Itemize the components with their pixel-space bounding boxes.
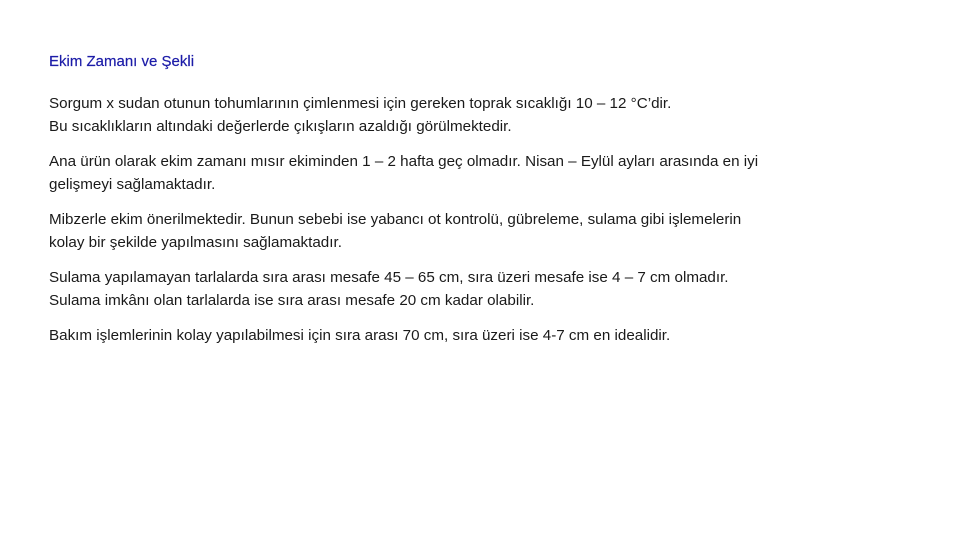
paragraph-sowing-time <box>49 150 929 196</box>
paragraph-line: kolay bir şekilde yapılmasını sağlamaktadır. <box>49 234 342 251</box>
paragraph-line: Sulama yapılamayan tarlalarda sıra arası mesafe 45 – 65 cm, sıra üzeri mesafe ise 4 – 7 cm olmadır. <box>49 269 729 286</box>
paragraph-row-spacing <box>49 266 929 312</box>
slide-content <box>49 52 929 359</box>
paragraph-line: Sulama imkânı olan tarlalarda ise sıra arası mesafe 20 cm kadar olabilir. <box>49 292 535 309</box>
paragraph-line: gelişmeyi sağlamaktadır. <box>49 176 216 193</box>
paragraph-line: Ana ürün olarak ekim zamanı mısır ekiminden 1 – 2 hafta geç olmadır. Nisan – Eylül ayları arasında en iyi <box>49 153 759 170</box>
paragraph-line: Mibzerle ekim önerilmektedir. Bunun sebebi ise yabancı ot kontrolü, gübreleme, sulama gibi işlemelerin <box>49 211 742 228</box>
paragraph-soil-temperature <box>49 92 929 138</box>
paragraph-line: Bu sıcaklıkların altındaki değerlerde çıkışların azaldığı görülmektedir. <box>49 118 512 135</box>
slide-title: Ekim Zamanı ve Şekli <box>49 53 195 70</box>
paragraph-seed-drill <box>49 208 929 254</box>
paragraph-maintenance <box>49 324 929 347</box>
paragraph-line: Sorgum x sudan otunun tohumlarının çimlenmesi için gereken toprak sıcaklığı 10 – 12 °C’dir. <box>49 95 672 112</box>
paragraph-line: Bakım işlemlerinin kolay yapılabilmesi için sıra arası 70 cm, sıra üzeri ise 4-7 cm en idealidir. <box>49 327 671 344</box>
